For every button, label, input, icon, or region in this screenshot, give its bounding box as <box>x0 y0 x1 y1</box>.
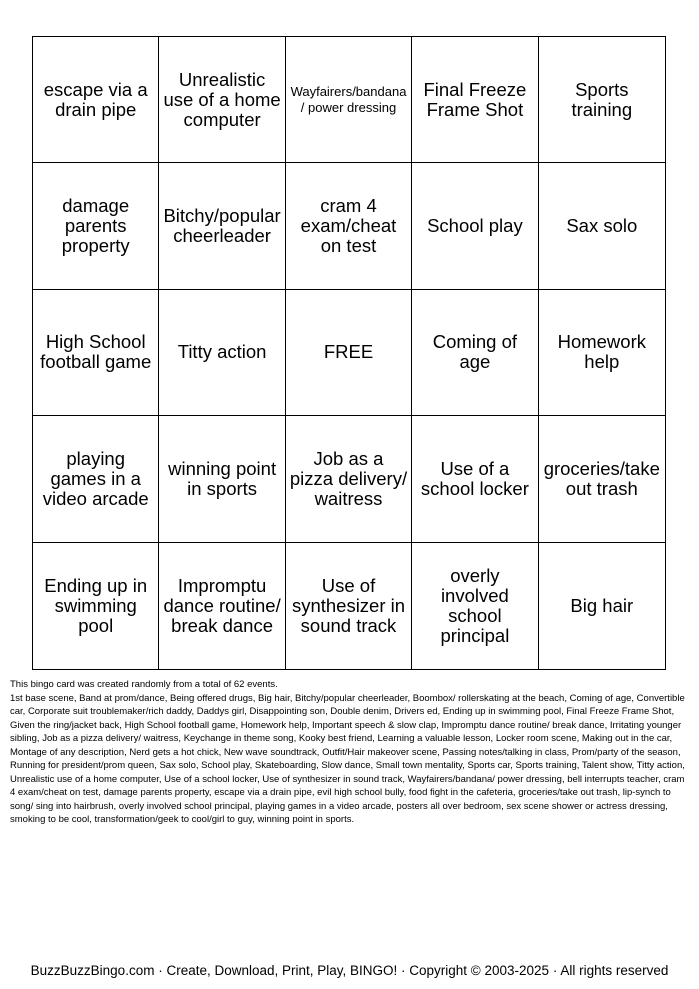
bingo-cell: escape via a drain pipe <box>33 37 159 163</box>
bingo-cell: Unrealistic use of a home computer <box>159 37 285 163</box>
bingo-cell: Homework help <box>539 290 665 416</box>
page-footer: BuzzBuzzBingo.com · Create, Download, Print, Play, BINGO! · Copyright © 2003-2025 · All rights reserved <box>30 963 669 978</box>
free-space-cell: FREE <box>286 290 412 416</box>
bingo-cell: Impromptu dance routine/ break dance <box>159 543 285 669</box>
bingo-cell: Big hair <box>570 594 634 616</box>
bingo-cell: cram 4 exam/cheat on test <box>286 163 412 289</box>
card-notes <box>10 678 690 827</box>
bingo-cell: Use of a school locker <box>412 416 538 542</box>
bingo-cell: Bitchy/popular cheerleader <box>159 163 285 289</box>
bingo-cell: Titty action <box>159 290 285 416</box>
bingo-cell: playing games in a video arcade <box>33 416 159 542</box>
event-list: 1st base scene, Band at prom/dance, Being offered drugs, Big hair, Bitchy/popular cheerleader, Boombox/ rollerskating at the beach, Coming of age, Convertible car, Corporate suit troublemaker/rich daddy, Daddys girl, Disappointing son, Double denim, Drivers ed, Ending up in swimming pool, Final Freeze Frame Shot, Given the ring/jacket back, High School football game, Homework help, Important speech & slow clap, Impromptu dance routine/ break dance, Irritating younger sibling, Job as a pizza delivery/ waitress, Keychange in theme song, Kooky best friend, Learning a valuable lesson, Locker room scene, Making out in the car, Montage of any description, Nerd gets a hot chick, New wave soundtrack, Outfit/Hair makeover scene, Passing notes/talking in class, Prom/party of the season, Running for president/prom queen, Sax solo, School play, Skateboarding, Slow dance, Small town mentality, Sports car, Sports training, Talent show, Titty action, Unrealistic use of a home computer, Use of a school locker, Use of synthesizer in sound track, Wayfairers/bandana/ power dressing, bell interrupts teacher, cram 4 exam/cheat on test, damage parents property, escape via a drain pipe, evil high school bully, food fight in the cafeteria, groceries/take out trash, lip-synch to song/ sing into hairbrush, overly involved school principal, playing games in a video arcade, posters all over bedroom, sex scene shower or actress dressing, smoking to be cool, transformation/geek to cool/girl to guy, winning point in sports. <box>10 692 685 825</box>
bingo-card-grid <box>32 36 666 670</box>
bingo-cell: overly involved school principal <box>412 543 538 669</box>
bingo-cell: winning point in sports <box>159 416 285 542</box>
bingo-cell: Ending up in swimming pool <box>33 543 159 669</box>
bingo-cell: Sports training <box>539 37 665 163</box>
bingo-cell: Coming of age <box>412 290 538 416</box>
bingo-cell: School play <box>412 163 538 289</box>
bingo-cell: Final Freeze Frame Shot <box>412 37 538 163</box>
bingo-cell: Job as a pizza delivery/ waitress <box>286 416 412 542</box>
card-summary: This bingo card was created randomly from a total of 62 events. <box>10 679 278 690</box>
bingo-cell: groceries/take out trash <box>539 416 665 542</box>
bingo-cell: damage parents property <box>33 163 159 289</box>
bingo-cell: Sax solo <box>539 163 665 289</box>
bingo-cell: Use of synthesizer in sound track <box>286 543 412 669</box>
bingo-cell: Wayfairers/bandana/ power dressing <box>286 37 412 163</box>
bingo-cell: High School football game <box>33 290 159 416</box>
